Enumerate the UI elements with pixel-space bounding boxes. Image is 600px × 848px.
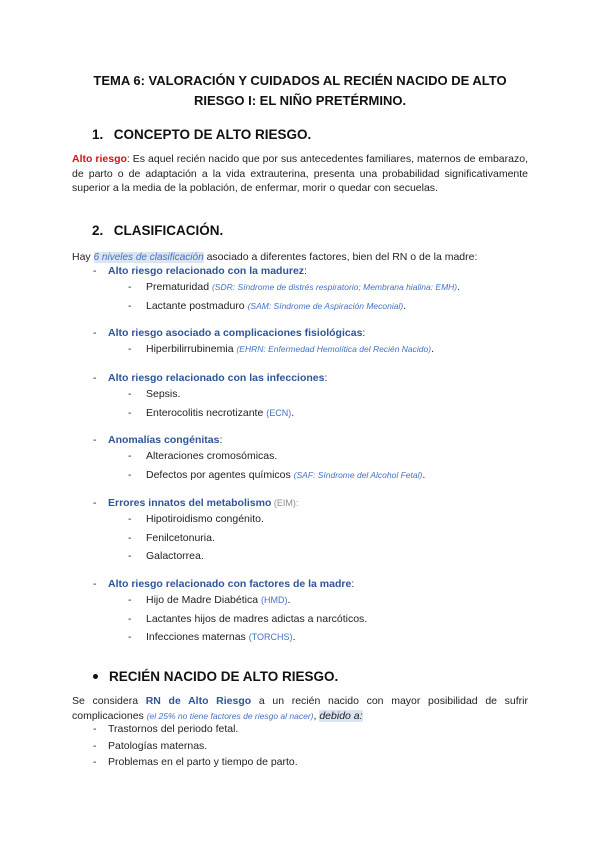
list-item [146,299,406,313]
list-item: Trastornos del periodo fetal. [108,723,239,735]
list-item-end: . [457,281,461,293]
category-label [108,433,222,447]
category-suffix: : [351,578,355,590]
list-item-note: (HMD) [260,595,288,605]
section-2-number: 2. [92,223,104,238]
list-item [146,593,290,607]
p-note: (el 25% no tiene factores de riesgo al nacer) [146,710,314,721]
list-item-text: Alteraciones cromosómicas. [146,450,278,462]
category-label-text: Alto riesgo asociado a complicaciones fisiológicas [108,327,363,339]
list-item [146,512,264,526]
category-label-text: Anomalías congénitas [108,434,220,446]
category-label [108,577,354,591]
section-2-heading [92,223,223,238]
list-item-note: (ECN) [266,407,292,418]
list-item-end: . [422,468,426,481]
p-pre: Se considera [72,695,146,707]
list-item [146,531,215,545]
category-label-text: Alto riesgo relacionado con las infecciones [108,372,325,384]
debido-a-highlight: debido a: [319,709,363,722]
item-dash: - [93,740,97,752]
item-dash: - [128,299,132,312]
intro-pre: Hay [72,251,94,263]
list-item-text: Sepsis. [146,388,181,400]
list-item [146,449,277,463]
list-item-text: Hipotiroidismo congénito. [146,513,264,525]
list-item-note: (TORCHS) [248,632,293,642]
section-3-heading: RECIÉN NACIDO DE ALTO RIESGO. [109,669,339,684]
alto-riesgo-definition: : Es aquel recién nacido que por sus antecedentes familiares, maternos de embarazo, de parto o de adaptación a la vida extrauterina, presenta una probabilidad significativamente superior a la media de la población, de enfermar, morir o quedar con secuelas. [72,153,528,195]
item-dash: - [128,388,132,400]
list-item-note: (SAM: Síndrome de Aspiración Meconial) [247,300,404,311]
category-dash: - [93,434,97,446]
list-item-text: Enterocolitis necrotizante [146,406,267,419]
list-item-end: . [431,343,435,355]
item-dash: - [128,281,132,293]
list-item-note: (SDR: Síndrome de distrés respiratorio; Membrana hialina: EMH) [211,282,458,292]
section-1-paragraph [72,152,528,196]
section-3-paragraph [72,694,528,723]
item-dash: - [128,450,132,462]
item-dash: - [128,631,132,643]
intro-highlight: 6 niveles de clasificación [93,252,204,263]
category-suffix: (EIM): [271,498,299,508]
list-item [146,342,434,356]
list-item [146,406,294,420]
list-item-end: . [287,594,291,606]
category-dash: - [93,497,97,509]
item-dash: - [93,756,97,768]
list-item-note: (EHRN: Enfermedad Hemolítica del Recién Nacido) [236,344,432,354]
item-dash: - [128,513,132,525]
alto-riesgo-term: Alto riesgo [72,153,127,165]
list-item-text: Fenilcetonuria. [146,531,215,544]
item-dash: - [128,406,132,419]
category-label [108,496,298,510]
item-dash: - [128,468,132,481]
section-1-number: 1. [92,127,104,142]
list-item-note: (SAF: Síndrome del Alcohol Fetal) [293,469,423,480]
list-item-text: Lactante postmaduro [146,299,248,312]
category-label [108,371,327,385]
title-line-1: TEMA 6: VALORACIÓN Y CUIDADOS AL RECIÉN NACIDO DE ALTO [93,73,507,88]
category-suffix: : [324,372,328,384]
category-dash: - [93,578,97,590]
list-item-end: . [291,406,295,419]
list-item-text: Lactantes hijos de madres adictas a narcóticos. [146,612,368,625]
item-dash: - [128,594,132,606]
intro-post: asociado a diferentes factores, bien del RN o de la madre: [203,251,478,263]
list-item: Patologías maternas. [108,740,208,752]
p-mid: a un recién nacido con mayor posibilidad de sufrir complicaciones [72,695,529,722]
list-item [146,612,367,626]
list-item-end: . [292,631,296,643]
item-dash: - [128,550,132,562]
list-item-text: Hijo de Madre Diabética [146,594,261,606]
section-2-title: CLASIFICACIÓN. [113,223,224,238]
category-suffix: : [362,327,366,339]
item-dash: - [128,531,132,544]
list-item [146,387,180,401]
document-title [60,71,540,111]
list-item [146,549,204,563]
category-suffix: : [219,434,223,446]
p-comma: , [313,709,320,722]
category-label-text: Alto riesgo relacionado con la madurez [108,265,305,277]
list-item-text: Defectos por agentes químicos [146,468,294,481]
list-item-text: Prematuridad [146,281,212,293]
list-item-text: Infecciones maternas [146,631,249,643]
section-2-intro [72,250,477,265]
title-line-2: RIESGO I: EL NIÑO PRETÉRMINO. [193,93,407,108]
list-item [146,630,295,644]
list-item: Problemas en el parto y tiempo de parto. [108,756,298,768]
category-label [108,264,307,278]
category-dash: - [93,265,97,277]
item-dash: - [128,343,132,355]
list-item-text: Hiperbilirrubinemia [146,343,237,355]
bullet-dot-icon [93,674,98,679]
section-1-heading [92,127,311,142]
category-label-text: Alto riesgo relacionado con factores de la madre [108,578,352,590]
rn-alto-riesgo-term: RN de Alto Riesgo [145,695,252,707]
category-label-text: Errores innatos del metabolismo [108,497,272,509]
category-suffix: : [304,265,307,277]
list-item [146,280,460,294]
category-label [108,326,365,340]
list-item [146,468,425,482]
category-dash: - [93,327,97,339]
item-dash: - [128,612,132,625]
item-dash: - [93,723,97,735]
category-dash: - [93,372,97,384]
section-1-title: CONCEPTO DE ALTO RIESGO. [113,127,312,142]
list-item-end: . [403,299,407,312]
list-item-text: Galactorrea. [146,550,204,562]
